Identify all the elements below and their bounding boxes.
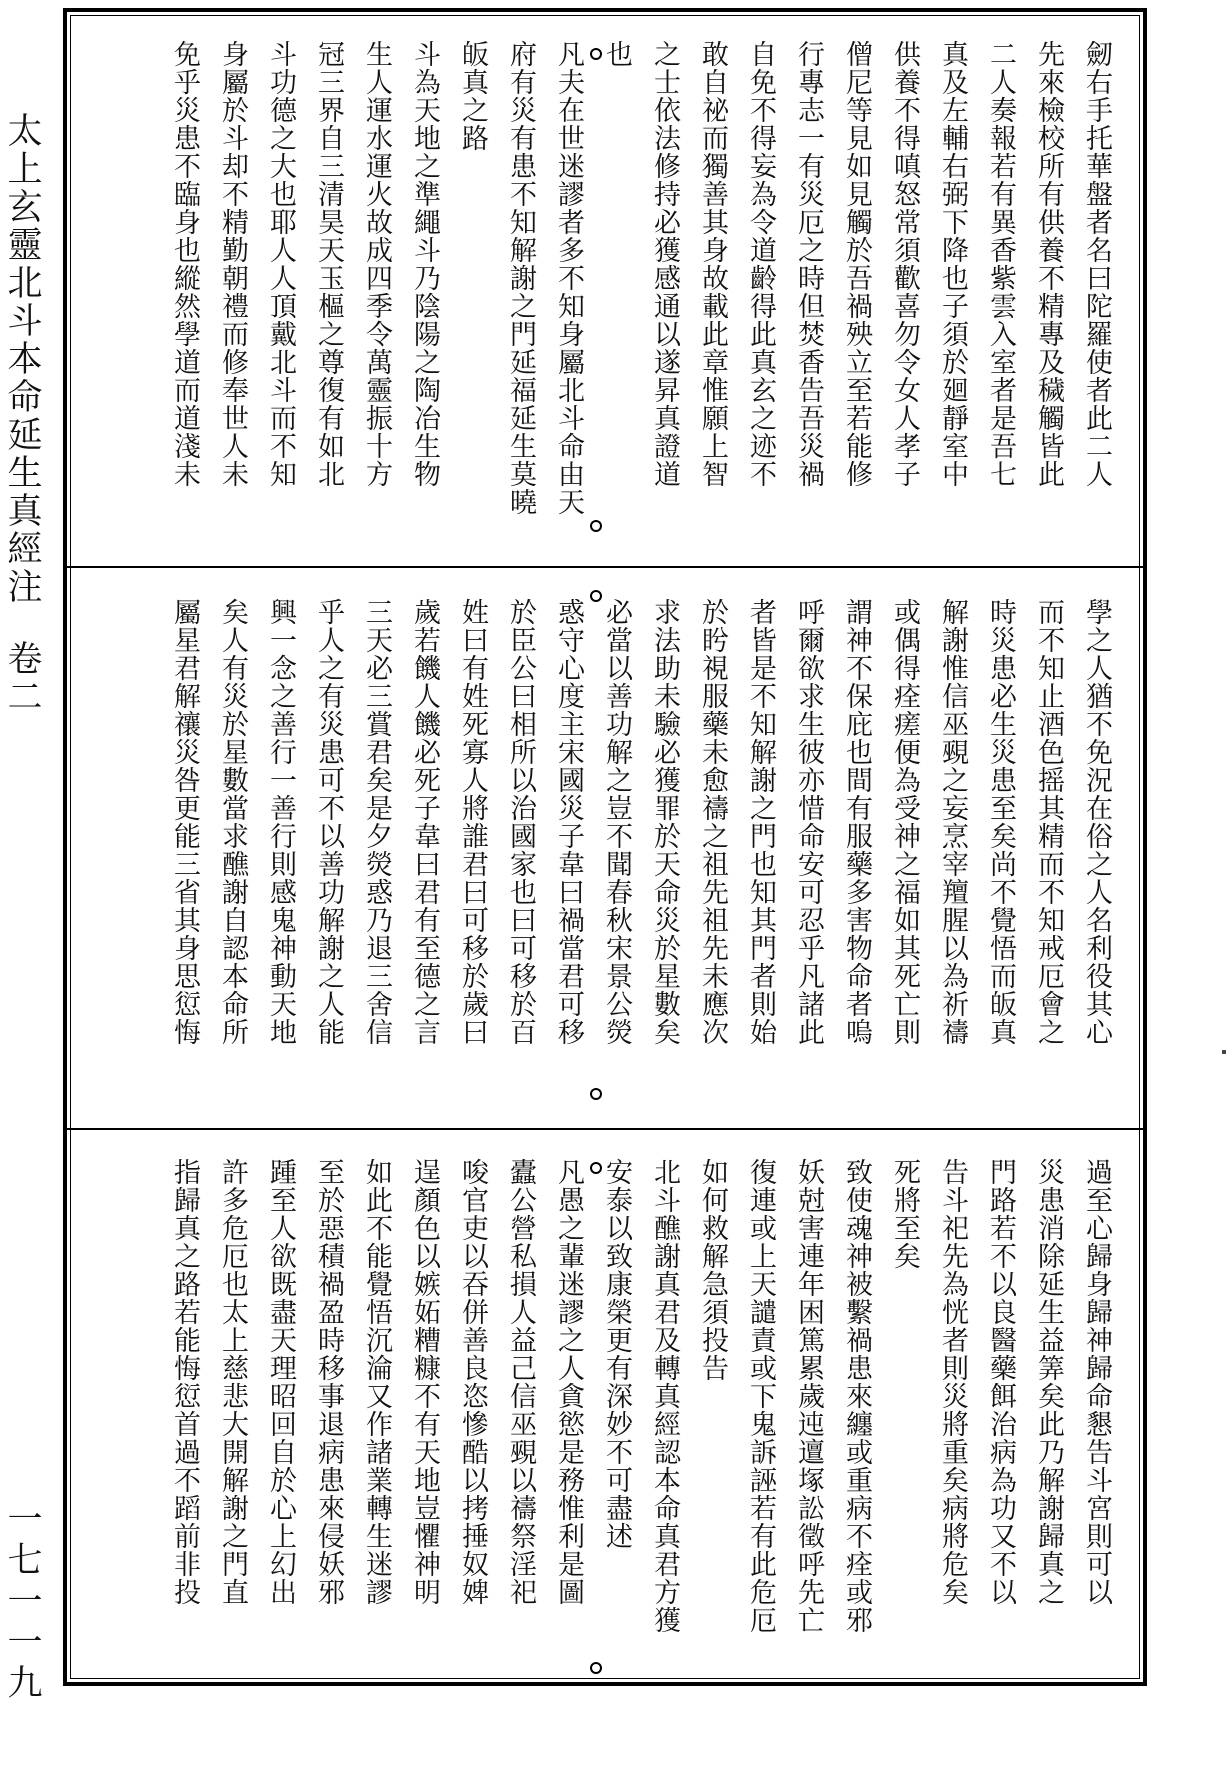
text-column: 歲若饑人饑必死子韋曰君有至德之言 [409,598,440,1046]
margin-title: 太上玄靈北斗本命延生真經注 [2,112,42,606]
text-column: 唆官吏以吞併善良恣慘酷以拷捶奴婢 [457,1158,488,1606]
text-column: 妖尅害連年困篤累歲迍邅塚訟徵呼先亡 [793,1158,824,1634]
text-column: 先來檢校所有供養不精專及穢觸皆此 [1033,40,1064,488]
text-column: 求法助未驗必獲罪於天命災於星數矣 [649,598,680,1046]
text-column: 於臣公曰相所以治國家也曰可移於百 [505,598,536,1046]
circle-mark [590,590,602,602]
circle-mark [590,1662,602,1674]
text-column: 安泰以致康榮更有深妙不可盡述 [601,1158,632,1550]
text-column: 必當以善功解之豈不聞春秋宋景公熒 [601,598,632,1046]
margin-volume: 卷二 [2,640,42,716]
text-column: 凡夫在世迷謬者多不知身屬北斗命由天 [553,40,584,516]
text-column: 行專志一有災厄之時但焚香告吾災禍 [793,40,824,488]
text-column: 復連或上天譴責或下鬼訴誣若有此危厄 [745,1158,776,1634]
text-column: 致使魂神被繫禍患來纏或重病不痊或邪 [841,1158,872,1634]
text-column: 如何救解急須投告 [697,1158,728,1382]
text-column: 告斗祀先為恍者則災將重矣病將危矣 [937,1158,968,1606]
text-column: 惑守心度主宋國災子韋曰禍當君可移 [553,598,584,1046]
text-column: 身屬於斗却不精勤朝禮而修奉世人未 [217,40,248,488]
text-column: 冠三界自三清昊天玉樞之尊復有如北 [313,40,344,488]
text-column: 斗為天地之準繩斗乃陰陽之陶冶生物 [409,40,440,488]
text-column: 死將至矣 [889,1158,920,1270]
text-column: 生人運水運火故成四季令萬靈振十方 [361,40,392,488]
text-column: 自免不得妄為令道齡得此真玄之迹不 [745,40,776,488]
text-column: 時災患必生災患至矣尚不覺悟而皈真 [985,598,1016,1046]
text-block-3 [110,1158,1120,1668]
text-column: 北斗醮謝真君及轉真經認本命真君方獲 [649,1158,680,1634]
text-column: 過至心歸身歸神歸命懇告斗宮則可以 [1081,1158,1112,1606]
text-column: 指歸真之路若能悔愆首過不蹈前非投 [169,1158,200,1606]
text-column: 學之人猶不免況在俗之人名利役其心 [1081,598,1112,1046]
text-column: 姓曰有姓死寡人將誰君曰可移於歲曰 [457,598,488,1046]
text-column: 之士依法修持必獲感通以遂昇真證道 [649,40,680,488]
text-column: 興一念之善行一善行則感鬼神動天地 [265,598,296,1046]
text-column: 皈真之路 [457,40,488,152]
margin-page-number: 一七一一九 [2,1500,42,1705]
text-column: 府有災有患不知解謝之門延福延生莫曉 [505,40,536,516]
text-column: 真及左輔右弼下降也子須於廻靜室中 [937,40,968,488]
text-column: 矣人有災於星數當求醮謝自認本命所 [217,598,248,1046]
text-column: 或偶得痊瘥便為受神之福如其死亡則 [889,598,920,1046]
text-column: 也 [601,40,632,68]
text-column: 門路若不以良醫藥餌治病為功又不以 [985,1158,1016,1606]
text-column: 至於惡積禍盈時移事退病患來侵妖邪 [313,1158,344,1606]
text-column: 呼爾欲求生彼亦惜命安可忍乎凡諸此 [793,598,824,1046]
text-column: 二人奏報若有異香紫雲入室者是吾七 [985,40,1016,488]
circle-mark [590,48,602,60]
text-column: 災患消除延生益筭矣此乃解謝歸真之 [1033,1158,1064,1606]
section-divider [66,566,1144,568]
text-block-2 [110,598,1120,1108]
text-column: 許多危厄也太上慈悲大開解謝之門直 [217,1158,248,1606]
text-block-1 [110,40,1120,550]
text-column: 者皆是不知解謝之門也知其門者則始 [745,598,776,1046]
scan-speck [1222,1050,1226,1054]
text-column: 三天必三賞君矣是夕熒惑乃退三舍信 [361,598,392,1046]
text-column: 於盻視服藥未愈禱之祖先祖先未應次 [697,598,728,1046]
text-column: 免乎災患不臨身也縱然學道而道淺未 [169,40,200,488]
circle-mark [590,520,602,532]
text-column: 解謝惟信巫覡之妄烹宰羶腥以為祈禱 [937,598,968,1046]
section-divider [66,1128,1144,1130]
text-column: 如此不能覺悟沉淪又作諸業轉生迷謬 [361,1158,392,1606]
text-column: 蠹公營私損人益己信巫覡以禱祭淫祀 [505,1158,536,1606]
text-column: 屬星君解禳災咎更能三省其身思愆悔 [169,598,200,1046]
text-column: 凡愚之輩迷謬之人貪慾是務惟利是圖 [553,1158,584,1606]
text-column: 供養不得嗔怒常須歡喜勿令女人孝子 [889,40,920,488]
text-column: 劒右手托華盤者名曰陀羅使者此二人 [1081,40,1112,488]
text-column: 斗功德之大也耶人人頂戴北斗而不知 [265,40,296,488]
circle-mark [590,1162,602,1174]
text-column: 而不知止酒色摇其精而不知戒厄會之 [1033,598,1064,1046]
text-column: 踵至人欲既盡天理昭回自於心上幻出 [265,1158,296,1606]
text-column: 謂神不保庇也間有服藥多害物命者嗚 [841,598,872,1046]
text-column: 敢自祕而獨善其身故載此章惟願上智 [697,40,728,488]
text-column: 乎人之有災患可不以善功解謝之人能 [313,598,344,1046]
text-column: 僧尼等見如見觸於吾禍殃立至若能修 [841,40,872,488]
circle-mark [590,1088,602,1100]
text-column: 逞顏色以嫉妬糟糠不有天地豈懼神明 [409,1158,440,1606]
